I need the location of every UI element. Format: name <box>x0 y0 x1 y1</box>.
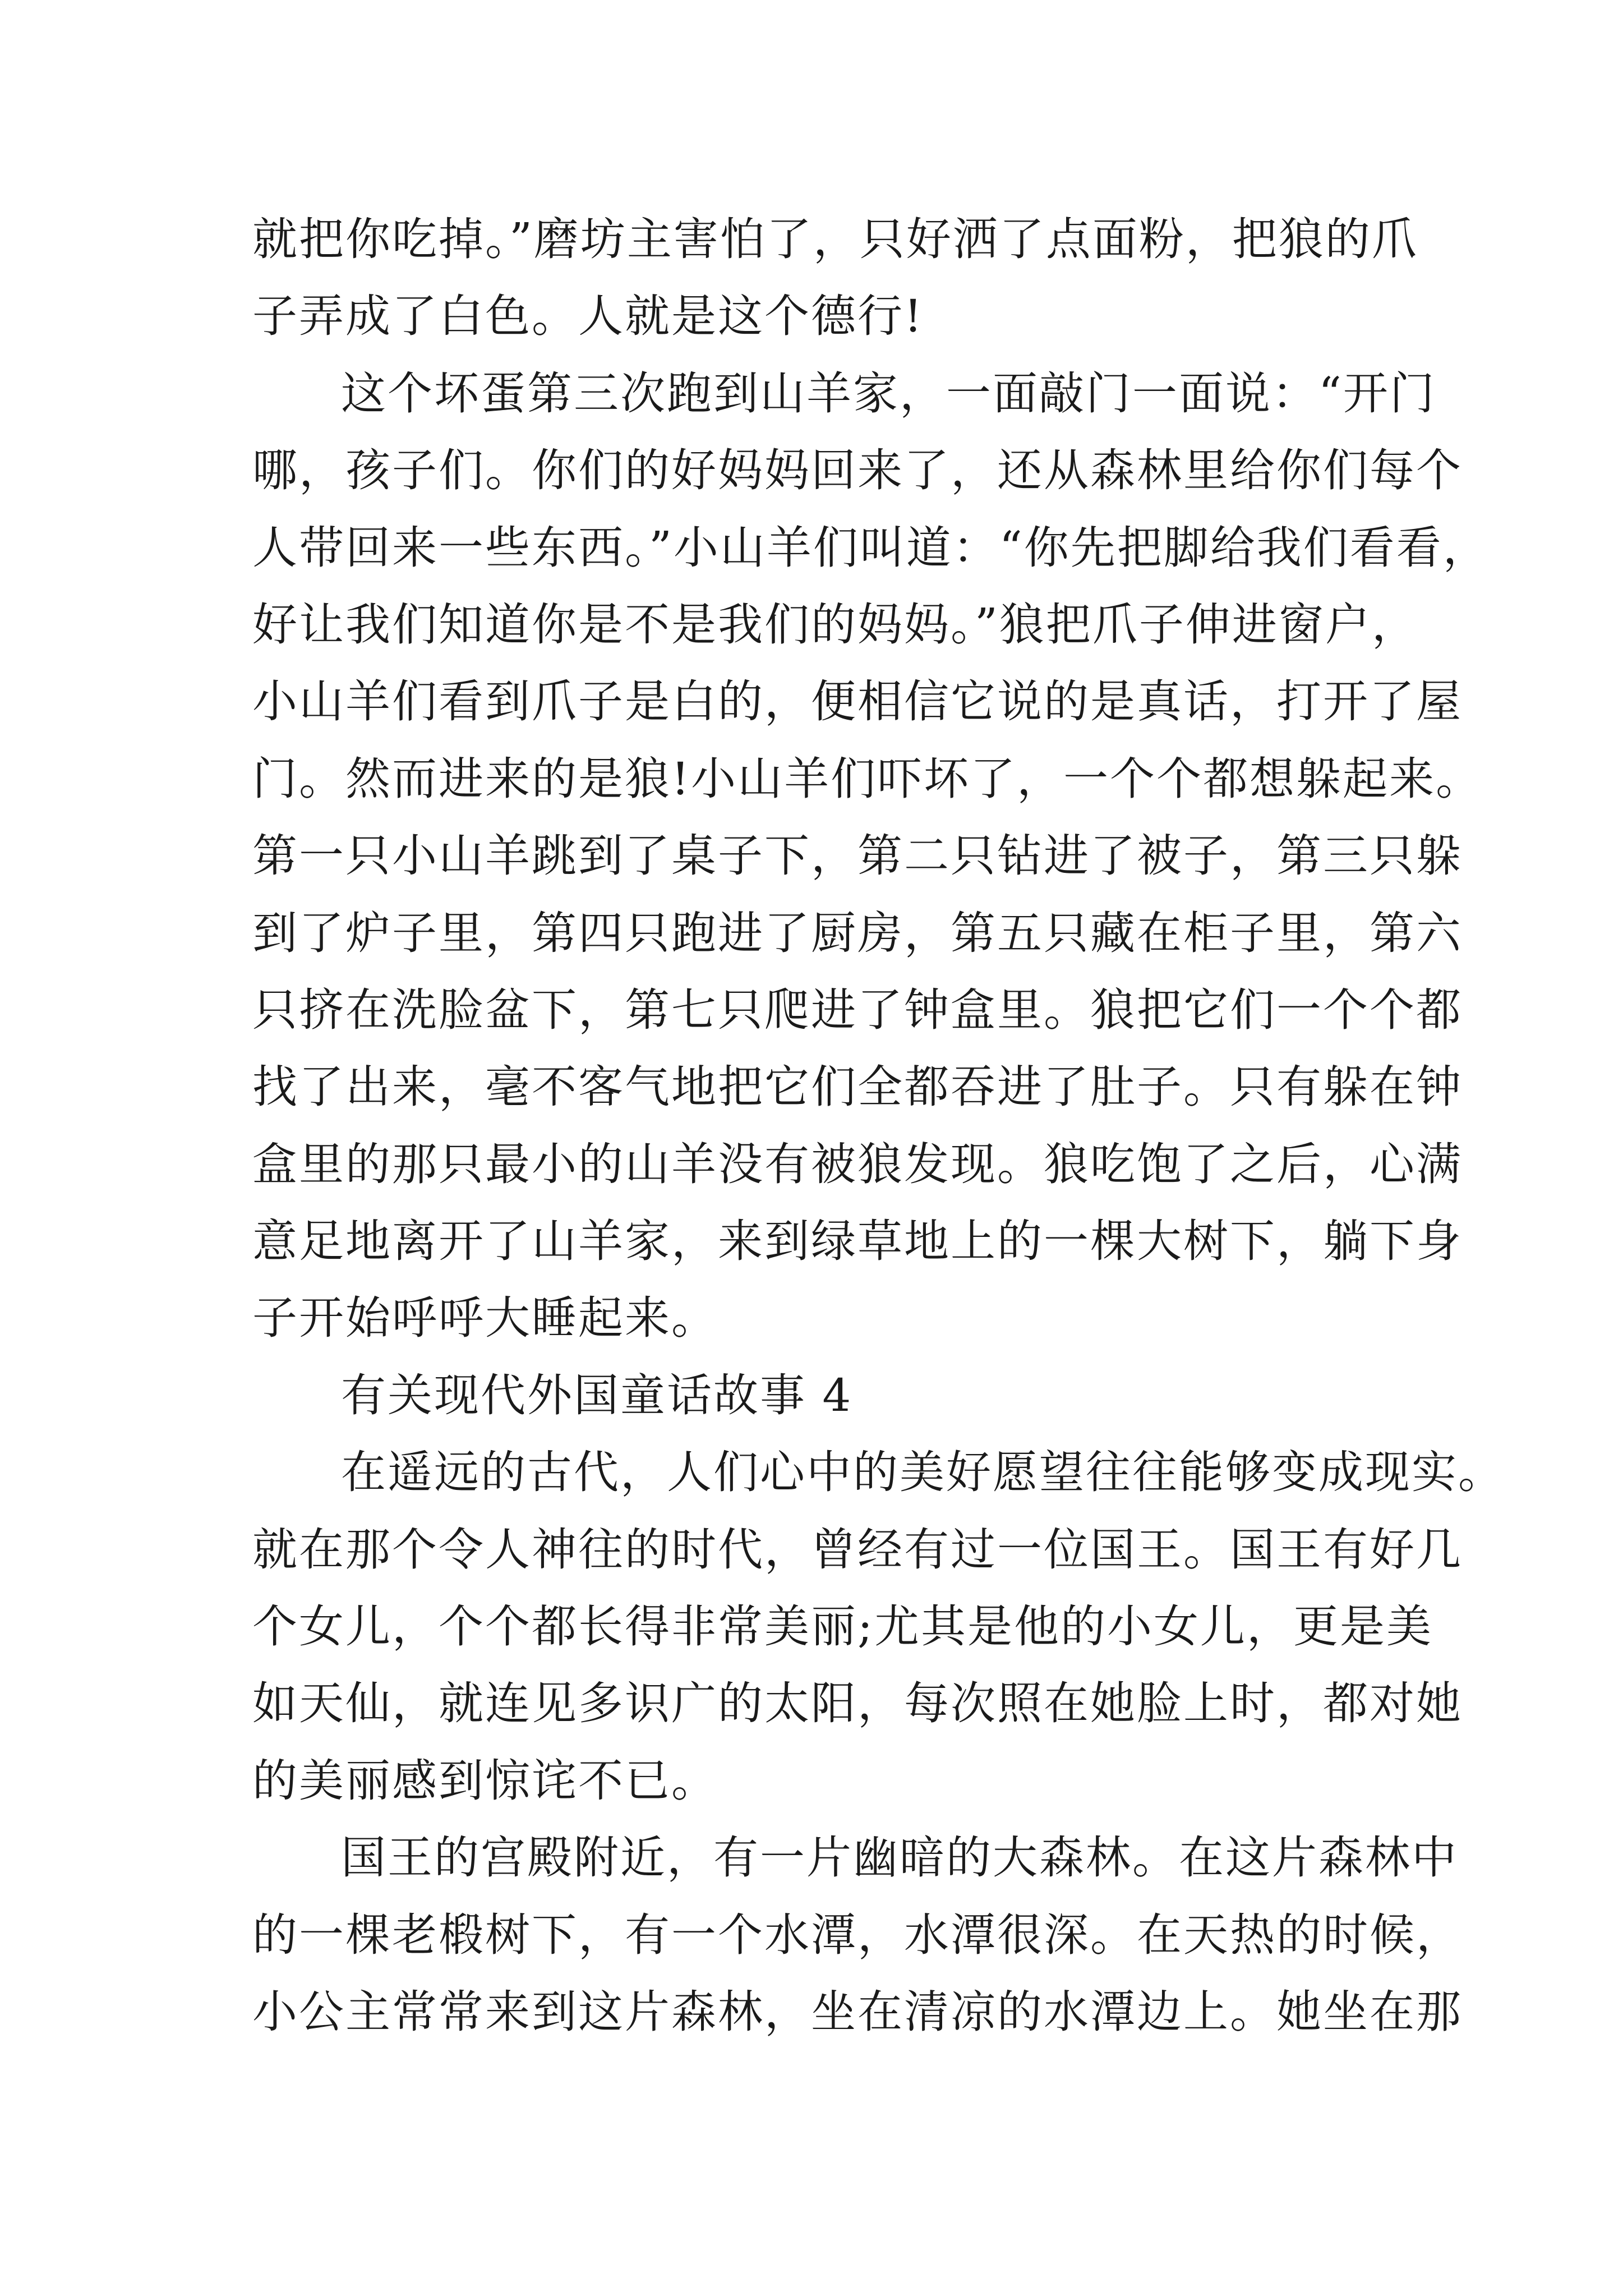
document-body <box>252 201 1505 2050</box>
section-heading: 有关现代外国童话故事 4 <box>341 1369 853 1421</box>
text-line: 如天仙，就连见多识广的太阳，每次照在她脸上时，都对她 <box>252 1677 1463 1730</box>
text-line: 个女儿，个个都长得非常美丽;尤其是他的小女儿，更是美 <box>252 1600 1433 1653</box>
text-line: 好让我们知道你是不是我们的妈妈。”狼把爪子伸进窗户， <box>252 598 1418 651</box>
text-line: 的美丽感到惊诧不已。 <box>252 1754 718 1807</box>
text-line: 的一棵老椴树下，有一个水潭，水潭很深。在天热的时候， <box>252 1908 1463 1961</box>
paragraph-start-line: 在遥远的古代，人们心中的美好愿望往往能够变成现实。 <box>341 1446 1505 1499</box>
text-line: 就在那个令人神往的时代，曾经有过一位国王。国王有好几 <box>252 1523 1463 1576</box>
text-line: 只挤在洗脸盆下，第七只爬进了钟盒里。狼把它们一个个都 <box>252 983 1463 1036</box>
text-line: 找了出来，毫不客气地把它们全都吞进了肚子。只有躲在钟 <box>252 1061 1463 1114</box>
text-line: 人带回来一些东西。”小山羊们叫道：“你先把脚给我们看看， <box>252 521 1490 574</box>
text-line: 门。然而进来的是狼!小山羊们吓坏了，一个个都想躲起来。 <box>252 752 1483 805</box>
text-line: 小公主常常来到这片森林，坐在清凉的水潭边上。她坐在那 <box>252 1985 1463 2038</box>
text-line: 子弄成了白色。人就是这个德行! <box>252 290 924 343</box>
text-line: 哪，孩子们。你们的好妈妈回来了，还从森林里给你们每个 <box>252 444 1463 497</box>
text-line: 子开始呼呼大睡起来。 <box>252 1292 718 1345</box>
paragraph-start-line: 国王的宫殿附近，有一片幽暗的大森林。在这片森林中 <box>341 1832 1458 1884</box>
text-line: 第一只小山羊跳到了桌子下，第二只钻进了被子，第三只躲 <box>252 830 1463 882</box>
text-line: 盒里的那只最小的山羊没有被狼发现。狼吃饱了之后，心满 <box>252 1138 1463 1190</box>
text-line: 意足地离开了山羊家，来到绿草地上的一棵大树下，躺下身 <box>252 1215 1463 1268</box>
text-line: 小山羊们看到爪子是白的，便相信它说的是真话，打开了屋 <box>252 675 1463 728</box>
text-line: 就把你吃掉。”磨坊主害怕了，只好洒了点面粉，把狼的爪 <box>252 213 1418 265</box>
paragraph-start-line: 这个坏蛋第三次跑到山羊家，一面敲门一面说：“开门 <box>341 367 1436 420</box>
text-line: 到了炉子里，第四只跑进了厨房，第五只藏在柜子里，第六 <box>252 907 1463 959</box>
